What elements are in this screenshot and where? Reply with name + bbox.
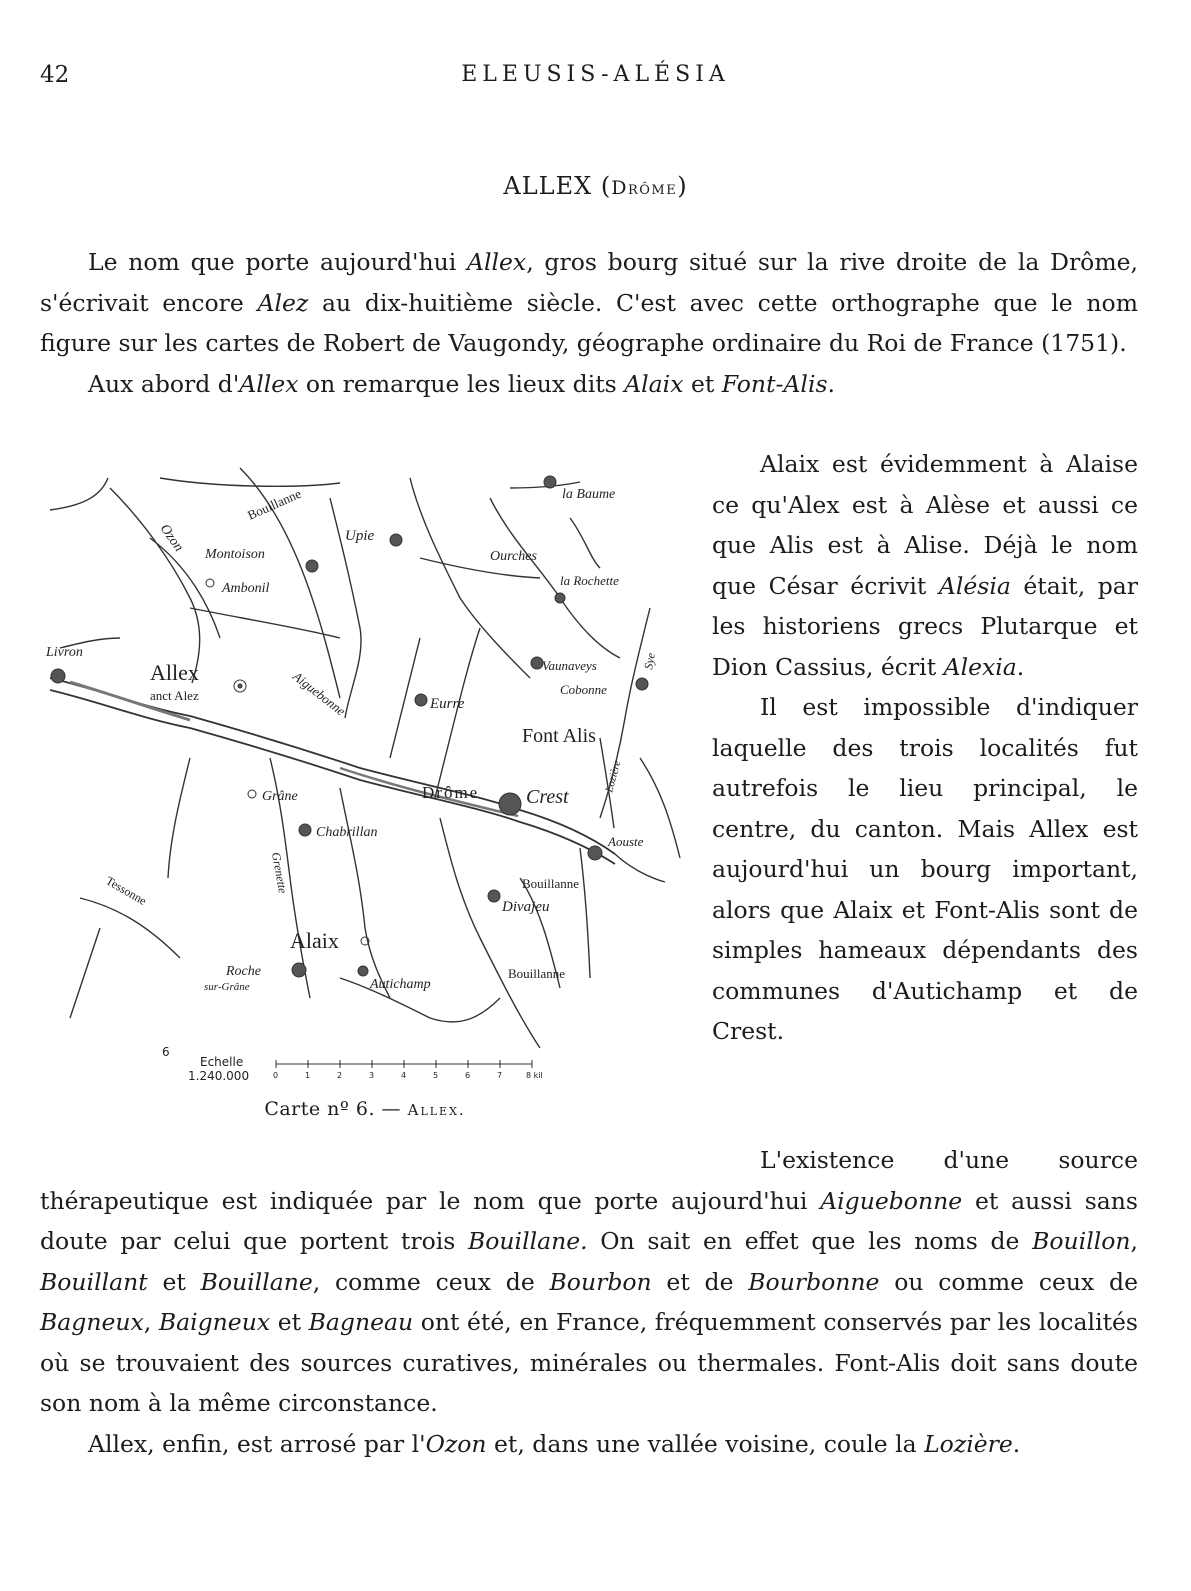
map-label-la-baume: la Baume [562, 487, 616, 502]
tessonne-stream [80, 898, 180, 958]
italic-run: Bagneux [40, 1308, 144, 1336]
scale-tick-label: 1 [305, 1071, 311, 1080]
italic-run: Alésia [938, 571, 1011, 600]
italic-run: Baigneux [158, 1308, 271, 1336]
text-run: Aux abord d' [88, 369, 240, 398]
italic-run: Font-Alis [721, 369, 828, 398]
map-label-grane: Grâne [262, 789, 298, 804]
map-label-autichamp: Autichamp [370, 977, 431, 992]
map-label-bouillanne-1: Bouillanne [522, 876, 580, 891]
divajeu-symbol [488, 890, 500, 902]
page-number: 42 [40, 62, 70, 88]
stream [580, 848, 590, 978]
section-title-open: ( [600, 172, 612, 200]
paragraph-3 [712, 444, 1138, 687]
roche-symbol [292, 963, 306, 977]
text-run: et aussi sans doute par celui que portent trois [40, 1186, 1138, 1255]
text-run: et [147, 1267, 201, 1296]
map-label-chabrillan: Chabrillan [316, 825, 378, 840]
text-run: et, dans une vallée voisine, coule la [486, 1429, 925, 1458]
scale-tick-label: 2 [337, 1071, 343, 1080]
italic-run: Bouillane [200, 1267, 313, 1296]
section-title-close: ) [677, 172, 688, 200]
italic-run: Bagneau [308, 1308, 414, 1336]
stream [440, 818, 540, 1048]
scale-label-ratio: 1.240.000 [188, 1069, 250, 1083]
map-label-ambonil: Ambonil [222, 581, 270, 596]
stream [435, 628, 480, 798]
scale-label-echelle: Echelle [200, 1055, 244, 1069]
text-run: et [683, 369, 722, 398]
text-run: et de [651, 1267, 749, 1296]
text-run: au dix-huitième siècle. C'est avec cette orthographe que le nom figure sur les cartes de Robert de Vaugondy, géographe ordinaire du Roi de France (1751). [40, 288, 1138, 357]
running-head [40, 62, 1151, 92]
italic-run: Bourbonne [748, 1267, 880, 1296]
map-label-vaunaveys: Vaunaveys [542, 658, 597, 673]
text-run: L'existence d'une source thérapeutique est indiquée par le nom que porte aujourd'hui [40, 1146, 1138, 1215]
livron-symbol [51, 669, 65, 683]
scale-tick-label: 5 [433, 1071, 439, 1080]
map-label-alaix: Alaix [290, 928, 339, 953]
map-caption-prefix: Carte nº 6. — [264, 1098, 408, 1120]
paragraph-6 [40, 1424, 1138, 1465]
map-label-bouillanne-2: Bouillanne [508, 966, 566, 981]
map-label-roche: Roche [226, 964, 261, 979]
scale-tick-label: 4 [401, 1071, 407, 1080]
map-label-loziere: Lozière [603, 759, 624, 794]
scale-tick-label: 7 [497, 1071, 503, 1080]
stream [168, 758, 190, 878]
text-run: . [1012, 1429, 1021, 1458]
text-run: , [143, 1308, 159, 1336]
ozon-river [110, 488, 200, 683]
map-label-aiguebonne: Aiguebonne [290, 668, 349, 719]
text-run: Le nom que porte aujourd'hui [88, 248, 468, 276]
chabrillan-symbol [299, 824, 311, 836]
scale-number: 6 [162, 1045, 170, 1059]
map-label-ourches: Ourches [490, 549, 537, 564]
eurre-symbol [415, 694, 427, 706]
text-run: , comme ceux de [312, 1267, 550, 1296]
italic-run: Alexia [943, 652, 1017, 681]
section-title-sub: Drôme [611, 177, 678, 199]
bottom-paragraphs [40, 1140, 1138, 1464]
italic-run: Allex [467, 248, 527, 276]
intro-paragraphs [40, 242, 1138, 404]
allex-symbol-center [238, 684, 242, 688]
section-title-main: ALLEX [503, 172, 593, 200]
map-figure [40, 458, 690, 1128]
map-label-grenette: Grenette [269, 851, 291, 895]
italic-run: Alaix [624, 369, 684, 398]
upie-symbol [390, 534, 402, 546]
map-label-boulane: Bouillanne [245, 485, 304, 523]
scale-tick-label: 8 kil [526, 1071, 543, 1080]
italic-run: Lozière [924, 1429, 1013, 1458]
text-run: on remarque les lieux dits [298, 369, 625, 398]
la-baume-symbol [544, 476, 556, 488]
text-run: ou comme ceux de [879, 1267, 1139, 1296]
drome-upstream [615, 854, 665, 882]
italic-run: Bourbon [549, 1267, 652, 1296]
italic-run: Ozon [425, 1429, 487, 1458]
montoison-symbol [306, 560, 318, 572]
italic-run: Bouillon [1032, 1227, 1131, 1255]
italic-run: Alez [257, 288, 309, 317]
paragraph-5 [40, 1140, 1138, 1424]
map-label-anct-alez: anct Alez [150, 688, 199, 703]
stream [570, 518, 600, 568]
text-run: Il est impossible d'indiquer laquelle des trois localités fut autrefois le lieu principal, le centre, du canton. Mais Allex est aujourd'hui un bourg important, alors que Alaix et Font-Alis sont de simples hameaux dépendants des communes d'Autichamp et de Crest. [712, 693, 1138, 1045]
ambonil-symbol [206, 579, 214, 587]
section-title [0, 172, 1191, 200]
running-title: ELEUSIS-ALÉSIA [461, 62, 730, 87]
side-column [712, 444, 1138, 1052]
map-label-sye: Sye [641, 651, 658, 671]
map-label-ozon: Ozon [156, 521, 186, 555]
stream [50, 478, 108, 510]
map-caption-name: Allex. [407, 1101, 466, 1119]
text-run: était, par les historiens grecs Plutarque et Dion Cassius, écrit [712, 571, 1138, 681]
stream [70, 928, 100, 1018]
crest-symbol [499, 793, 521, 815]
map-label-livron: Livron [46, 645, 83, 660]
map-label-aouste: Aouste [608, 834, 644, 849]
map-label-eurre: Eurre [430, 696, 465, 712]
map-label-drome: Drôme [422, 783, 480, 802]
text-run: , gros bourg situé sur la rive droite de la Drôme, s'écrivait encore [40, 248, 1138, 317]
cobonne-symbol [636, 678, 648, 690]
map-label-allex: Allex [150, 660, 199, 685]
map-label-font-alis: Font Alis [522, 725, 596, 747]
paragraph-4 [712, 687, 1138, 1052]
text-run: . [1016, 652, 1025, 681]
italic-run: Bouillane. [468, 1227, 588, 1255]
scale-tick-label: 6 [465, 1071, 471, 1080]
scale-tick-label: 3 [369, 1071, 375, 1080]
map-label-upie: Upie [345, 528, 375, 544]
italic-run: Bouillant [40, 1267, 148, 1296]
italic-run: Allex [239, 369, 299, 398]
text-run: Alaix est évidemment à Alaise ce qu'Alex est à Alèse et aussi ce que Alis est à Alise. Déjà le nom que César écrivit [712, 450, 1138, 600]
map-label-divajeu: Divajeu [502, 899, 550, 915]
map-label-montoison: Montoison [205, 547, 265, 562]
paragraph-2 [40, 364, 1138, 405]
map-label-cobonne: Cobonne [560, 682, 607, 697]
text-run: ont été, en France, fréquemment conservés par les localités où se trouvaient des sources curatives, minérales ou thermales. Font-Alis doit sans doute son nom à la même circonstance. [40, 1308, 1138, 1417]
map-label-crest: Crest [526, 786, 569, 808]
aouste-symbol [588, 846, 602, 860]
text-run: Allex, enfin, est arrosé par l' [88, 1429, 426, 1458]
map-label-tessonne: Tessonne [103, 873, 150, 908]
text-run: et [270, 1308, 309, 1336]
map-label-sur-grane: sur-Grâne [204, 981, 250, 993]
map-allex [40, 458, 690, 1088]
stream [640, 758, 680, 858]
text-run: On sait en effet que les noms de [587, 1227, 1033, 1255]
map-caption [40, 1098, 690, 1120]
map-label-la-rochette: la Rochette [560, 573, 619, 588]
italic-run: Aiguebonne [820, 1186, 963, 1215]
grane-symbol [248, 790, 256, 798]
autichamp-symbol [358, 966, 368, 976]
stream [410, 478, 530, 678]
map-scale [276, 1060, 532, 1068]
scale-tick-label: 0 [273, 1071, 279, 1080]
text-run: , [1130, 1227, 1138, 1255]
text-run: . [827, 369, 835, 398]
paragraph-1 [40, 242, 1138, 364]
la-rochette-symbol [555, 593, 565, 603]
